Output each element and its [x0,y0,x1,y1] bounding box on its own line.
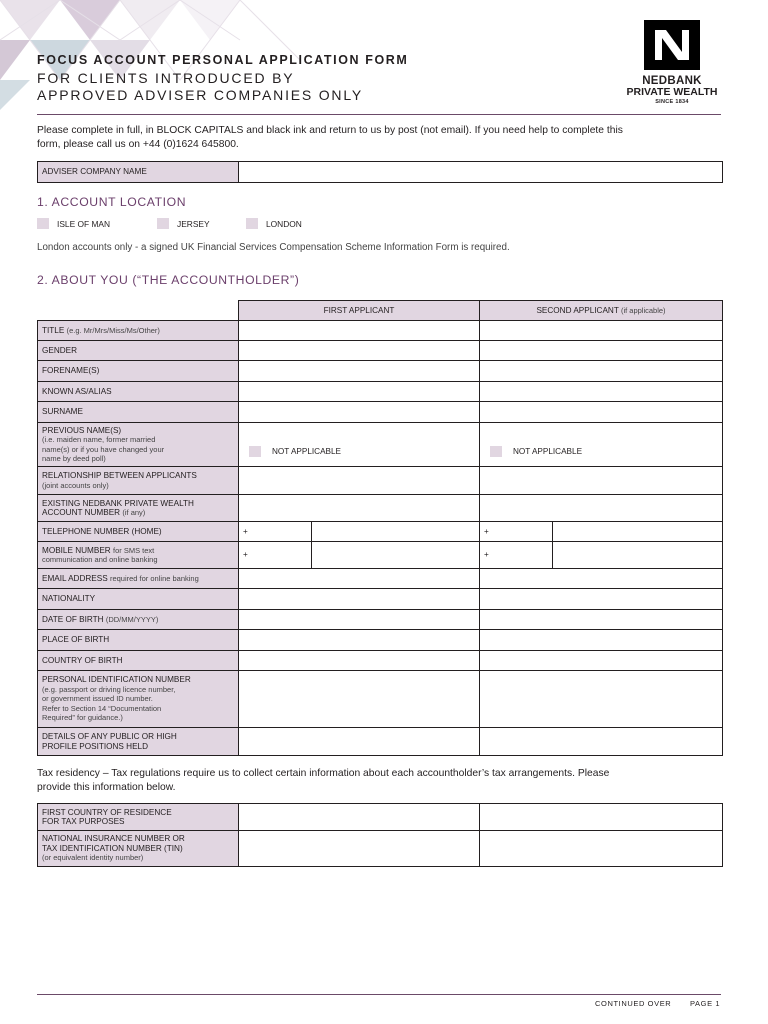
table-row [38,321,723,341]
form-title: FOCUS ACCOUNT PERSONAL APPLICATION FORM [37,53,409,67]
table-corner [38,301,239,321]
first-known-as-field[interactable] [239,382,480,402]
checkbox-icon[interactable] [246,218,258,229]
second-country-of-birth-field[interactable] [480,651,723,671]
first-public-positions-field[interactable] [239,728,480,756]
checkbox-icon[interactable] [37,218,49,229]
header-divider [37,114,721,115]
second-personal-id-field[interactable] [480,671,723,728]
second-known-as-field[interactable] [480,382,723,402]
label-text: RELATIONSHIP BETWEEN APPLICANTS [42,471,197,480]
option-label: JERSEY [177,218,210,229]
second-applicant-tax-country-field[interactable] [480,804,723,831]
table-row [38,402,723,423]
option-label: LONDON [266,218,302,229]
nationality-label: NATIONALITY [38,589,239,610]
label-note: name by deed poll) [42,454,106,463]
email-label [38,569,239,589]
second-applicant-note: (if applicable) [620,305,666,315]
page-number: PAGE 1 [690,999,721,1008]
second-title-field[interactable] [480,321,723,341]
label-note: for SMS text [112,545,155,555]
forenames-label: FORENAME(S) [38,361,239,382]
intro-line1: Please complete in full, in BLOCK CAPITALS and black ink and return to us by post (not email). If you need help to complete this [37,125,623,136]
second-forenames-field[interactable] [480,361,723,382]
second-public-positions-field[interactable] [480,728,723,756]
checkbox-icon[interactable] [157,218,169,229]
table-row [38,361,723,382]
table-row [38,569,723,589]
tax-note-line1: Tax residency – Tax regulations require us to collect certain information about each accountholder’s tax arrangements. Please [37,768,610,779]
second-email-field[interactable] [480,569,723,589]
label-text: PROFILE POSITIONS HELD [42,741,149,751]
intro-text [37,124,727,152]
label-text: EXISTING NEDBANK PRIVATE WEALTH [42,498,194,508]
first-telephone-number-field[interactable] [312,522,480,542]
nedbank-logo [618,20,726,112]
label-note: (DD/MM/YYYY) [105,614,159,624]
table-row [38,804,723,831]
adviser-company-field[interactable] [239,162,723,183]
label-text: NATIONAL INSURANCE NUMBER OR [42,834,185,844]
second-not-applicable-option[interactable] [484,432,718,457]
label-note: communication and online banking [42,555,158,564]
second-telephone-number-field[interactable] [553,522,723,542]
footer-divider [37,994,721,995]
checkbox-icon[interactable] [249,446,261,457]
label-text: ACCOUNT NUMBER [42,508,121,517]
table-row [38,630,723,651]
relationship-label [38,467,239,495]
personal-id-label [38,671,239,728]
first-applicant-tin-field[interactable] [239,831,480,867]
table-row [38,589,723,610]
form-subtitle-line1: FOR CLIENTS INTRODUCED BY [37,70,295,86]
table-row [38,671,723,728]
second-previous-names-field[interactable] [480,423,723,467]
table-row [38,831,723,867]
label-note: (i.e. maiden name, former married [42,435,156,444]
tin-label [38,831,239,867]
label-note: (e.g. passport or driving licence number, [42,684,176,694]
first-country-tax-label [38,804,239,831]
form-header [37,53,408,104]
first-not-applicable-option[interactable] [243,432,475,457]
dob-label [38,610,239,630]
place-of-birth-label: PLACE OF BIRTH [38,630,239,651]
existing-account-label [38,495,239,522]
not-applicable-label: NOT APPLICABLE [272,446,342,456]
second-dob-field[interactable] [480,610,723,630]
country-of-birth-label: COUNTRY OF BIRTH [38,651,239,671]
table-row [38,728,723,756]
tax-note-line2: provide this information below. [37,781,176,793]
second-gender-field[interactable] [480,341,723,361]
label-note: (e.g. Mr/Mrs/Miss/Ms/Other) [66,325,160,335]
table-row [38,542,723,569]
second-telephone-code-field[interactable]: + [480,522,553,542]
first-applicant-header: FIRST APPLICANT [239,301,480,321]
label-text: DATE OF BIRTH [42,614,104,624]
location-option-isle-of-man[interactable] [37,218,110,229]
second-applicant-header [480,301,723,321]
first-mobile-number-field[interactable] [312,542,480,569]
first-title-field[interactable] [239,321,480,341]
section-account-location-title: 1. ACCOUNT LOCATION [37,195,187,209]
continued-over-label: CONTINUED OVER [595,999,672,1008]
second-mobile-code-field[interactable]: + [480,542,553,569]
tax-residency-note [37,767,727,794]
first-telephone-code-field[interactable]: + [239,522,312,542]
previous-names-label [38,423,239,467]
label-text: PREVIOUS NAME(S) [42,425,122,435]
table-row [38,610,723,630]
checkbox-icon[interactable] [490,446,502,457]
first-forenames-field[interactable] [239,361,480,382]
london-note: London accounts only - a signed UK Financial Services Compensation Scheme Information Form is required. [37,242,510,253]
second-nationality-field[interactable] [480,589,723,610]
label-text: TAX IDENTIFICATION NUMBER (TIN) [42,843,183,853]
mobile-number-label [38,542,239,569]
first-nationality-field[interactable] [239,589,480,610]
first-personal-id-field[interactable] [239,671,480,728]
second-mobile-number-field[interactable] [553,542,723,569]
second-surname-field[interactable] [480,402,723,423]
gender-label: GENDER [38,341,239,361]
first-country-of-birth-field[interactable] [239,651,480,671]
label-text: MOBILE NUMBER [42,545,111,555]
form-subtitle-line2: APPROVED ADVISER COMPANIES ONLY [37,87,364,103]
first-email-field[interactable] [239,569,480,589]
telephone-home-label: TELEPHONE NUMBER (HOME) [38,522,239,542]
second-existing-account-field[interactable] [480,495,723,522]
second-place-of-birth-field[interactable] [480,630,723,651]
label-text: FIRST COUNTRY OF RESIDENCE [42,807,172,817]
first-gender-field[interactable] [239,341,480,361]
first-applicant-tax-country-field[interactable] [239,804,480,831]
label-note: (joint accounts only) [42,480,109,490]
table-row [38,382,723,402]
intro-line2: form, please call us on +44 (0)1624 645800. [37,139,239,150]
label-text: FOR TAX PURPOSES [42,817,125,826]
nedbank-n-logo-icon [644,20,700,70]
first-dob-field[interactable] [239,610,480,630]
logo-sub: PRIVATE WEALTH [626,86,718,98]
label-text: PERSONAL IDENTIFICATION NUMBER [42,675,191,685]
label-note: Refer to Section 14 “Documentation [42,703,162,713]
label-note: (or equivalent identity number) [42,853,144,863]
label-note: or government issued ID number. [42,694,153,704]
label-text: DETAILS OF ANY PUBLIC OR HIGH [42,732,177,741]
first-place-of-birth-field[interactable] [239,630,480,651]
label-note: required for online banking [109,573,199,583]
surname-label: SURNAME [38,402,239,423]
first-mobile-code-field[interactable]: + [239,542,312,569]
table-row [38,423,723,467]
logo-since: SINCE 1834 [655,99,689,105]
table-row [38,495,723,522]
known-as-label: KNOWN AS/ALIAS [38,382,239,402]
not-applicable-label: NOT APPLICABLE [513,446,583,456]
second-applicant-label: SECOND APPLICANT [536,305,619,315]
table-row [38,467,723,495]
tax-table [37,803,723,867]
label-note: name(s) or if you have changed your [42,444,165,454]
title-label [38,321,239,341]
second-relationship-field[interactable] [480,467,723,495]
table-row [38,522,723,542]
table-row [38,341,723,361]
label-text: EMAIL ADDRESS [42,573,108,583]
first-surname-field[interactable] [239,402,480,423]
option-label: ISLE OF MAN [57,218,111,229]
adviser-company-label: ADVISER COMPANY NAME [38,162,239,183]
label-text: TITLE [42,325,65,335]
section-about-you-title: 2. ABOUT YOU (“THE ACCOUNTHOLDER”) [37,273,300,287]
public-positions-label [38,728,239,756]
location-option-london[interactable] [246,218,302,229]
label-note: Required” for guidance.) [42,713,123,723]
applicant-table [37,300,723,756]
first-relationship-field[interactable] [239,467,480,495]
first-existing-account-field[interactable] [239,495,480,522]
label-note: (if any) [122,508,146,517]
first-previous-names-field[interactable] [239,423,480,467]
adviser-table [37,161,723,183]
logo-name: NEDBANK [642,75,702,87]
table-row [38,651,723,671]
location-option-jersey[interactable] [157,218,210,229]
second-applicant-tin-field[interactable] [480,831,723,867]
